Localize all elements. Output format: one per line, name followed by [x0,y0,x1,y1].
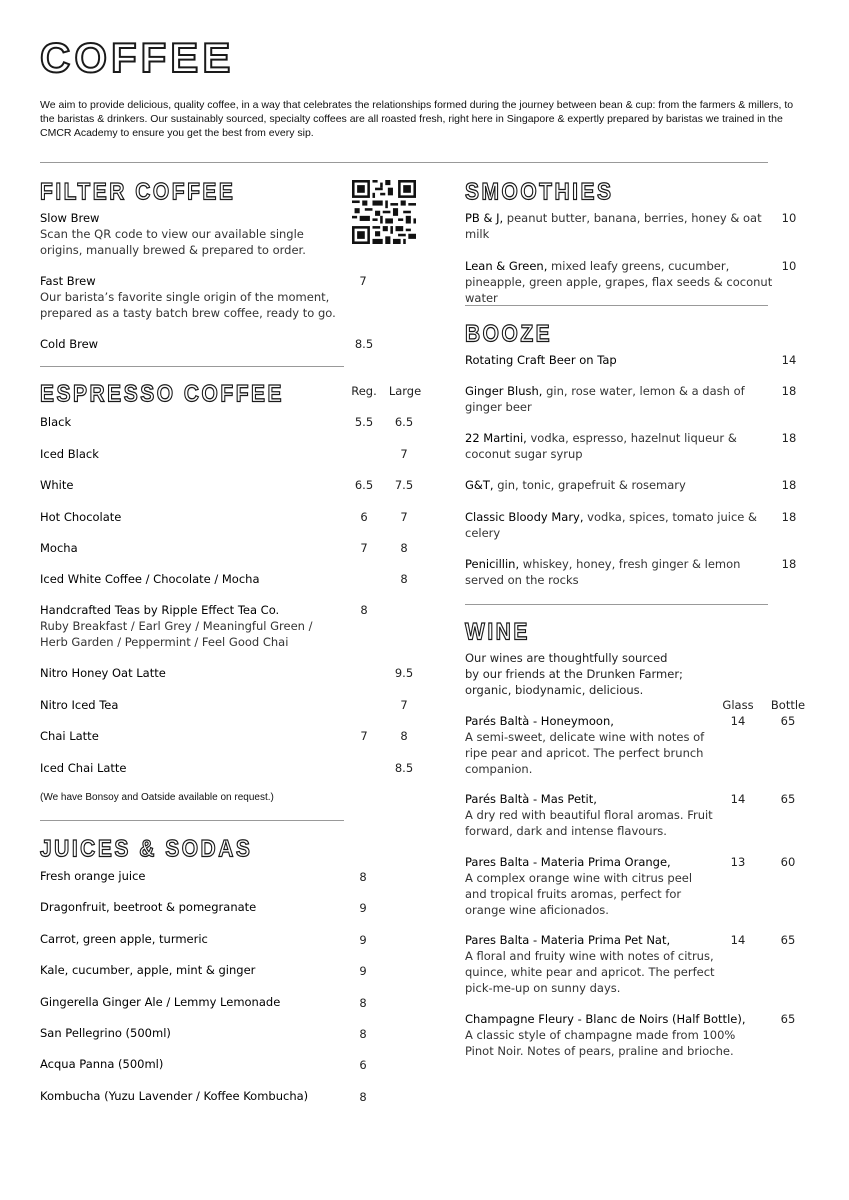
item-name: Pares Balta - Materia Prima Orange, [465,855,671,869]
menu-item [40,273,340,321]
item-name: Pares Balta - Materia Prima Pet Nat, [465,933,671,947]
item-price: 7 [359,274,367,288]
item-name: 22 Martini, [465,431,527,445]
item-desc: Scan the QR code to view our available single origins, manually brewed & prepared to order. [40,227,306,257]
price-large: 8 [400,572,408,586]
menu-item [465,556,765,588]
menu-item [40,1088,340,1104]
item-name: Handcrafted Teas by Ripple Effect Tea Co. [40,603,280,617]
column-header-glass: Glass [722,698,754,712]
item-name: Nitro Honey Oat Latte [40,666,166,680]
divider [40,820,344,821]
item-price: 10 [781,211,797,225]
column-header-bottle: Bottle [770,698,806,712]
item-price: 9 [359,964,367,979]
item-price: 8 [359,1027,367,1041]
menu-item [40,477,340,493]
item-name: Lean & Green, [465,259,548,273]
item-name: San Pellegrino (500ml) [40,1026,171,1040]
price-reg: 8 [360,603,368,617]
item-name: G&T, [465,478,494,492]
menu-item [40,336,340,352]
item-name: Rotating Craft Beer on Tap [465,353,617,367]
divider [40,162,768,163]
price-large: 9.5 [394,666,414,680]
item-name: Parés Baltà - Honeymoon, [465,714,614,728]
qr-code-icon[interactable] [352,180,416,244]
price-glass: 14 [730,933,746,947]
item-price: 18 [781,510,797,524]
price-bottle: 65 [780,714,796,728]
menu-item [465,477,765,493]
price-large: 7 [400,698,408,712]
item-desc: A dry red with beautiful floral aromas. Fruit forward, dark and intense flavours. [465,808,713,838]
item-name: Champagne Fleury - Blanc de Noirs (Half Bottle), [465,1012,746,1026]
item-price: 9 [359,901,367,916]
item-price: 8 [359,995,367,1010]
item-price: 18 [781,431,797,445]
wine-item [465,854,715,918]
menu-item [40,414,340,430]
price-reg: 5.5 [354,415,374,429]
price-large: 7 [400,510,408,524]
item-name: Nitro Iced Tea [40,698,119,712]
price-large: 8 [400,729,408,743]
menu-item [465,210,765,242]
menu-item [40,602,340,650]
menu-item [465,352,765,368]
wine-intro: Our wines are thoughtfully sourced by our friends at the Drunken Farmer; organic, biodynamic, delicious. [465,651,683,697]
item-name: Ginger Blush, [465,384,543,398]
price-large: 8.5 [394,761,414,775]
menu-item [40,962,340,978]
item-desc: A semi-sweet, delicate wine with notes of ripe pear and apricot. The perfect brunch companion. [465,730,705,776]
menu-item [40,1056,340,1072]
price-glass: 14 [730,792,746,806]
item-price: 14 [781,353,797,367]
item-name: Classic Bloody Mary, [465,510,584,524]
price-large: 7.5 [394,478,414,492]
item-price: 9 [359,932,367,947]
item-name: Hot Chocolate [40,510,122,524]
item-name: Cold Brew [40,337,99,351]
menu-item [40,1025,340,1041]
item-name: Gingerella Ginger Ale / Lemmy Lemonade [40,994,281,1009]
menu-item [465,509,765,541]
menu-item [465,430,765,462]
price-glass: 14 [730,714,746,728]
price-bottle: 65 [780,792,796,806]
price-reg: 7 [360,729,368,743]
item-price: 8.5 [354,337,374,351]
price-reg: 7 [360,541,368,555]
item-name: Slow Brew [40,211,100,225]
menu-item [40,509,340,525]
item-name: Parés Baltà - Mas Petit, [465,792,597,806]
item-price: 18 [781,478,797,492]
intro-text: We aim to provide delicious, quality coffee, in a way that celebrates the relationships formed during the journey between bean & cup: from the farmers & millers, to the baristas & drinkers. Our sustainably sourced, specialty coffees are all roasted fresh, right here in Singapore & expertly prepared by baristas we trained in the CMCR Academy to ensure you get the best from every sip. [40,99,794,139]
item-name: Fast Brew [40,274,96,288]
menu-item [40,994,340,1010]
item-price: 18 [781,384,797,398]
menu-item [40,728,340,744]
item-desc: A floral and fruity wine with notes of citrus, quince, white pear and apricot. The perfect pick-me-up on sunny days. [465,949,715,995]
section-title-wine: WINE [465,619,530,646]
menu-item [40,931,340,947]
item-price: 10 [781,259,797,273]
menu-item [40,697,340,713]
price-reg: 6 [360,510,368,524]
item-price: 8 [359,1089,367,1104]
item-desc: vodka, espresso, hazelnut liqueur & coconut sugar syrup [465,431,737,461]
menu-item [40,665,340,681]
item-desc: peanut butter, banana, berries, honey & oat milk [465,211,762,241]
menu-item [465,383,765,415]
item-price: 8 [359,870,367,884]
item-name: Carrot, green apple, turmeric [40,931,208,946]
item-price: 18 [781,557,797,571]
price-large: 8 [400,541,408,555]
price-bottle: 60 [780,855,796,869]
item-name: Chai Latte [40,729,99,743]
item-desc: Our barista’s favorite single origin of the moment, prepared as a tasty batch brew coffee, ready to go. [40,290,336,320]
menu-item [40,899,340,915]
item-name: Mocha [40,541,78,555]
page-title: COFFEE [40,34,235,81]
column-header-large: Large [388,384,422,398]
price-large: 7 [400,447,408,461]
item-desc: mixed leafy greens, cucumber, pineapple, green apple, grapes, flax seeds & coconut water [465,259,773,305]
wine-item [465,1011,765,1059]
footnote: (We have Bonsoy and Oatside available on request.) [40,792,274,803]
price-bottle: 65 [780,933,796,947]
menu-item [465,258,773,306]
section-title-smoothies: SMOOTHIES [465,179,614,206]
divider [40,366,344,367]
item-desc: Ruby Breakfast / Earl Grey / Meaningful Green / Herb Garden / Peppermint / Feel Good Chai [40,619,313,649]
item-desc: vodka, spices, tomato juice & celery [465,510,758,540]
menu-item [40,540,340,556]
section-title-juices: JUICES & SODAS [40,836,253,863]
wine-item [465,791,715,839]
price-large: 6.5 [394,415,414,429]
item-name: PB & J, [465,211,504,225]
item-name: Acqua Panna (500ml) [40,1057,164,1072]
item-name: Fresh orange juice [40,869,146,883]
item-name: Dragonfruit, beetroot & pomegranate [40,900,257,915]
divider [465,305,768,306]
wine-item [465,713,715,777]
menu-item [40,760,340,776]
menu-item [40,446,340,462]
item-desc: gin, tonic, grapefruit & rosemary [493,478,686,492]
item-name: Black [40,415,72,429]
section-title-booze: BOOZE [465,321,553,348]
menu-item [40,868,340,884]
item-name: Kombucha (Yuzu Lavender / Koffee Kombucha) [40,1088,309,1103]
item-name: Iced Chai Latte [40,761,127,775]
item-desc: A complex orange wine with citrus peel and tropical fruits aromas, perfect for orange wine aficionados. [465,871,693,917]
item-price: 6 [359,1058,367,1073]
item-name: White [40,478,74,492]
price-reg: 6.5 [354,478,374,492]
item-desc: gin, rose water, lemon & a dash of ginger beer [465,384,745,414]
item-name: Iced White Coffee / Chocolate / Mocha [40,572,260,586]
item-name: Iced Black [40,447,99,461]
item-name: Penicillin, [465,557,520,571]
price-glass: 13 [730,855,746,869]
divider [465,604,768,605]
item-desc: whiskey, honey, fresh ginger & lemon served on the rocks [465,557,741,587]
section-title-espresso: ESPRESSO COFFEE [40,381,285,408]
column-header-reg: Reg. [351,384,377,398]
section-title-filter: FILTER COFFEE [40,179,236,206]
menu-item [40,210,340,258]
wine-item [465,932,715,996]
menu-item [40,571,340,587]
item-desc: A classic style of champagne made from 100% Pinot Noir. Notes of pears, praline and brioche. [465,1028,736,1058]
item-name: Kale, cucumber, apple, mint & ginger [40,963,256,978]
price-bottle: 65 [780,1012,796,1026]
